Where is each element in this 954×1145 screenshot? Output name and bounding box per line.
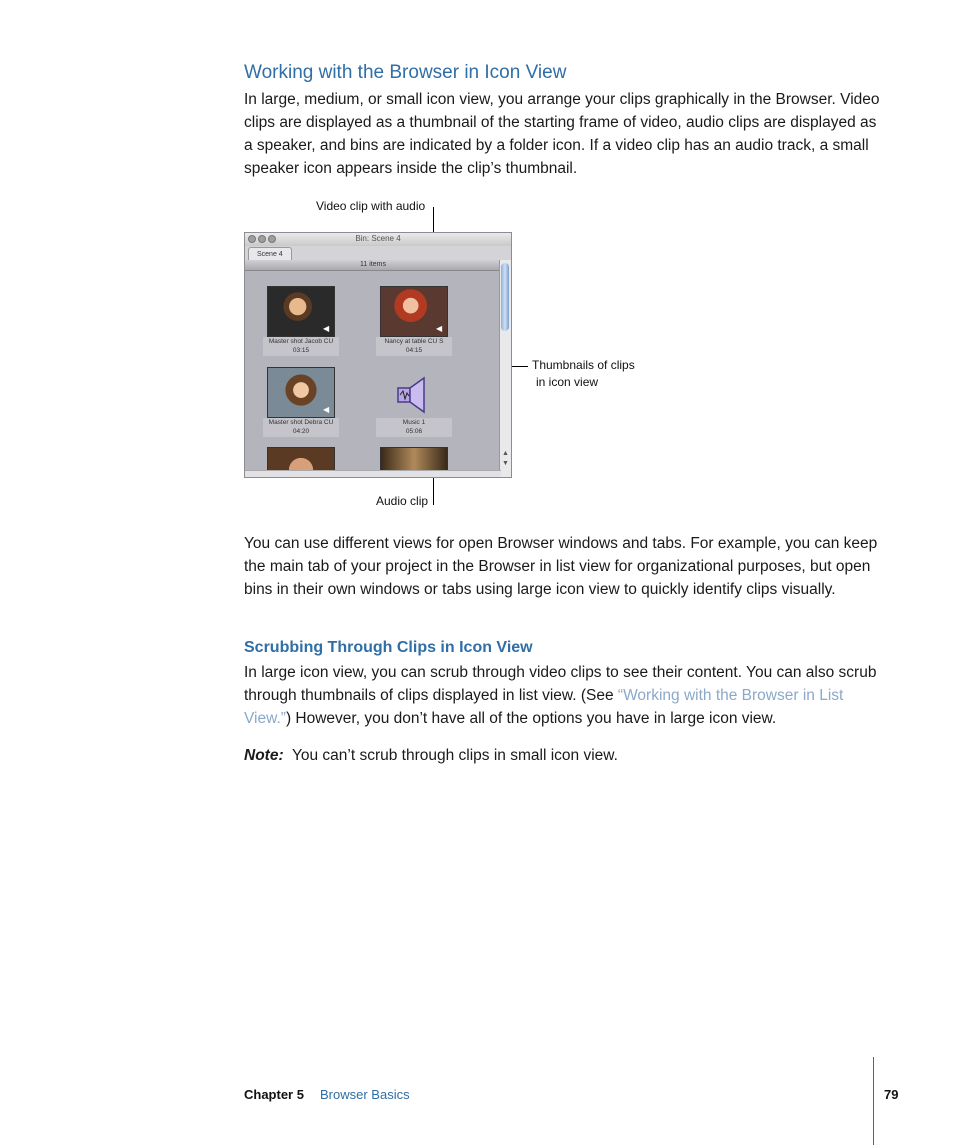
clip-thumbnail[interactable] [267, 286, 335, 337]
clip-thumbnail-partial[interactable] [380, 447, 448, 471]
note-text: You can’t scrub through clips in small icon view. [291, 747, 618, 764]
callout-video-clip-with-audio: Video clip with audio [316, 199, 426, 213]
scrubbing-text-after: ) However, you don’t have all of the options you have in large icon view. [285, 710, 777, 727]
clip-name: Music 1 [402, 419, 426, 426]
clip-thumbnail[interactable] [267, 367, 335, 418]
clip-name: Nancy at table CU S [384, 338, 444, 345]
clip-name: Master shot Jacob CU [268, 338, 334, 345]
page-number: 79 [884, 1087, 899, 1102]
note-paragraph [244, 744, 884, 767]
note-label: Note: [244, 747, 284, 764]
callout-thumbnails-line1: Thumbnails of clips [532, 358, 635, 372]
clip-duration: 03:15 [292, 347, 310, 354]
scrollbar-thumb[interactable] [501, 263, 509, 331]
callout-thumbnails-line2: in icon view [536, 375, 599, 389]
scroll-down-arrow-icon[interactable]: ▼ [502, 460, 509, 467]
tab-row [245, 246, 511, 260]
tab-scene-4[interactable]: Scene 4 [248, 247, 292, 261]
scroll-up-arrow-icon[interactable]: ▲ [502, 450, 509, 457]
footer-chapter: Chapter 5 [244, 1087, 304, 1102]
clip-name: Master shot Debra CU [268, 419, 334, 426]
subsection-title: Scrubbing Through Clips in Icon View [244, 639, 533, 656]
clip-thumbnail[interactable] [380, 286, 448, 337]
speaker-icon: ◀ [323, 324, 330, 333]
clip-duration: 04:15 [405, 347, 423, 354]
callout-audio-clip: Audio clip [376, 494, 429, 508]
scrubbing-text-before: In large icon view, you can scrub through video clips to see their content. You can also scrub through thumbnails of clips displayed in list view. (See [244, 664, 877, 704]
footer-divider [873, 1057, 874, 1145]
clip-label [376, 418, 452, 437]
speaker-icon: ◀ [323, 405, 330, 414]
clip-thumbnail-partial[interactable] [267, 447, 335, 471]
footer-section-name: Browser Basics [320, 1087, 410, 1102]
speaker-icon: ◀ [436, 324, 443, 333]
clip-label [263, 418, 339, 437]
section-title: Working with the Browser in Icon View [244, 62, 567, 83]
callout-thumbnails [532, 357, 635, 391]
clip-duration: 05:06 [405, 428, 423, 435]
browser-window [244, 232, 512, 478]
clip-label [376, 337, 452, 356]
clip-duration: 04:20 [292, 428, 310, 435]
item-count-bar: 11 items [245, 260, 501, 271]
window-titlebar [245, 233, 511, 247]
vertical-scrollbar[interactable] [499, 260, 511, 477]
paragraph-views: You can use different views for open Browser windows and tabs. For example, you can keep the main tab of your project in the Browser in list view for organizational purposes, but open bins in their own windows or tabs using large icon view to quickly identify clips visually. [244, 535, 878, 598]
intro-paragraph: In large, medium, or small icon view, you arrange your clips graphically in the Browser. Video clips are displayed as a thumbnail of the starting frame of video, audio clips are displayed as a speaker, and bins are indicated by a folder icon. If a video clip has an audio track, a small speaker icon appears inside the clip’s thumbnail. [244, 91, 880, 177]
window-title: Bin: Scene 4 [355, 234, 401, 243]
window-bottom-edge [245, 470, 501, 477]
clip-label [263, 337, 339, 356]
paragraph-scrubbing [244, 661, 884, 730]
audio-speaker-icon[interactable] [394, 375, 434, 415]
link-list-view[interactable]: “Working with the Browser in List View.” [244, 687, 844, 727]
